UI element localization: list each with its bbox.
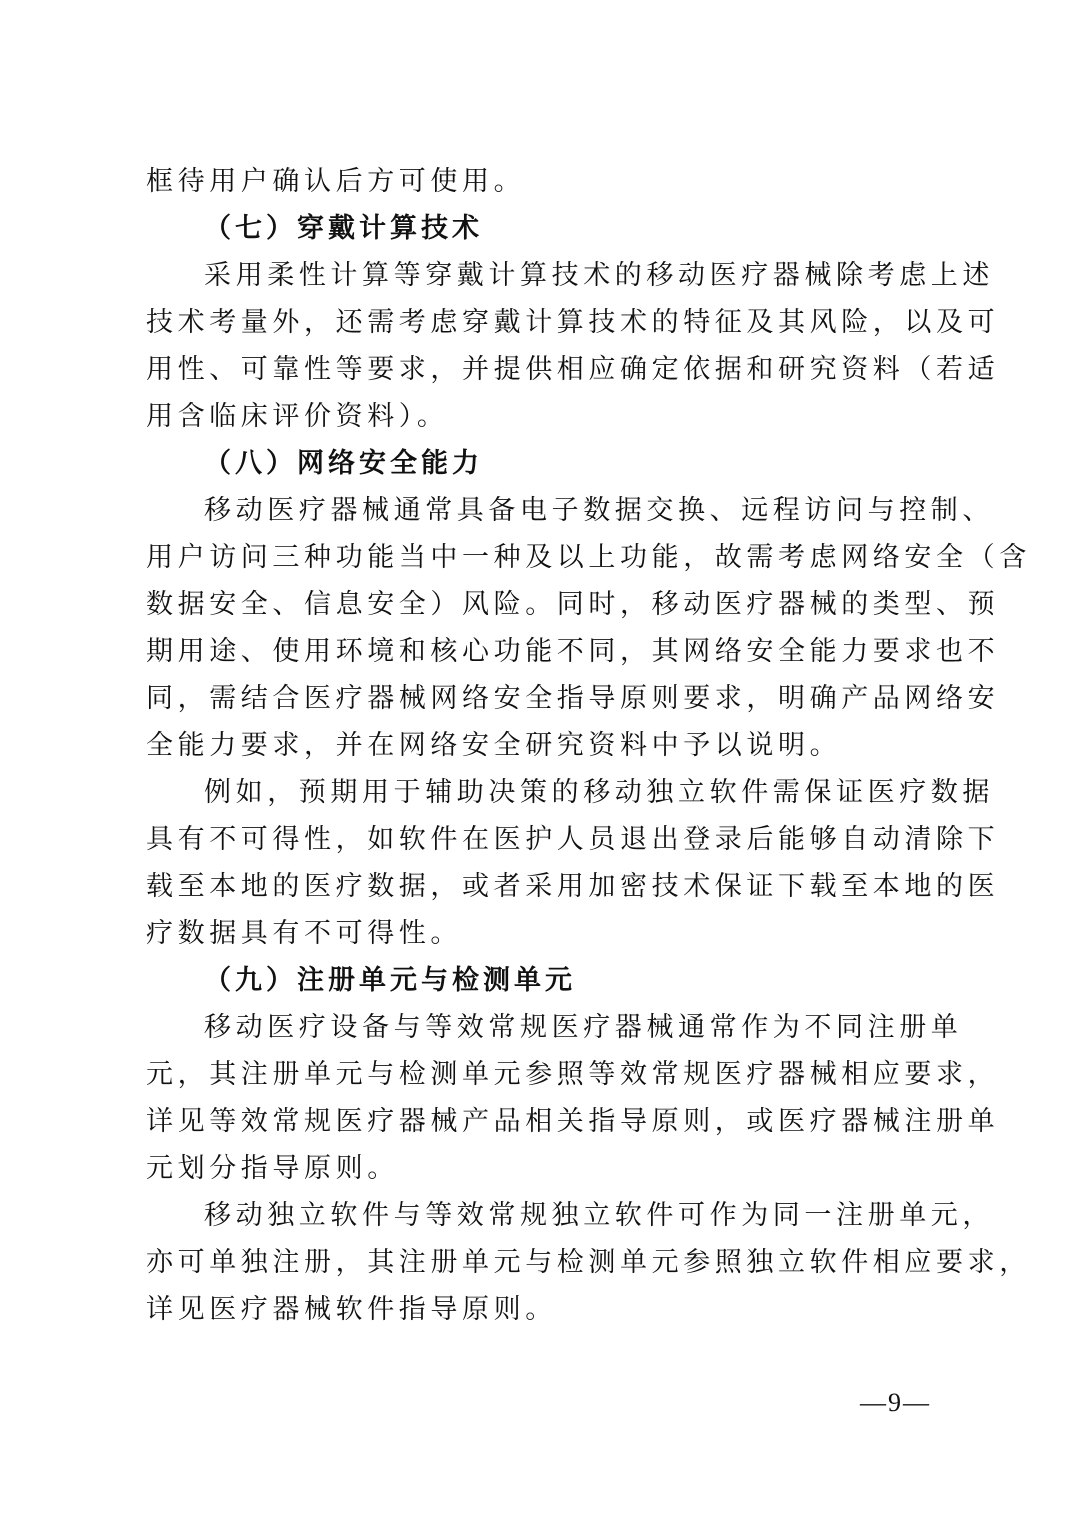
text-line: 用性、可靠性等要求，并提供相应确定依据和研究资料（若适: [146, 354, 1000, 385]
text-line: 元划分指导原则。: [146, 1153, 399, 1184]
text-line: 具有不可得性，如软件在医护人员退出登录后能够自动清除下: [146, 824, 1000, 855]
section-heading-seven: （七）穿戴计算技术: [204, 213, 483, 244]
text-line: 疗数据具有不可得性。: [146, 918, 462, 949]
text-line: 详见医疗器械软件指导原则。: [146, 1294, 557, 1325]
section-heading-nine: （九）注册单元与检测单元: [204, 965, 576, 996]
paragraph-first-line: 例如，预期用于辅助决策的移动独立软件需保证医疗数据: [204, 777, 994, 808]
text-line: 期用途、使用环境和核心功能不同，其网络安全能力要求也不: [146, 636, 1000, 667]
text-line: 框待用户确认后方可使用。: [146, 166, 526, 197]
text-line: 用含临床评价资料）。: [146, 401, 449, 432]
page-number: —9—: [860, 1388, 931, 1417]
section-heading-eight: （八）网络安全能力: [204, 448, 483, 479]
text-line: 详见等效常规医疗器械产品相关指导原则，或医疗器械注册单: [146, 1106, 1000, 1137]
paragraph-first-line: 采用柔性计算等穿戴计算技术的移动医疗器械除考虑上述: [204, 260, 994, 291]
paragraph-first-line: 移动医疗设备与等效常规医疗器械通常作为不同注册单: [204, 1012, 963, 1043]
text-line: 亦可单独注册，其注册单元与检测单元参照独立软件相应要求，: [146, 1247, 1031, 1278]
text-line: 技术考量外，还需考虑穿戴计算技术的特征及其风险，以及可: [146, 307, 1000, 338]
document-body: [146, 158, 1031, 1333]
text-line: 全能力要求，并在网络安全研究资料中予以说明。: [146, 730, 842, 761]
text-line: 数据安全、信息安全）风险。同时，移动医疗器械的类型、预: [146, 589, 1000, 620]
paragraph-first-line: 移动医疗器械通常具备电子数据交换、远程访问与控制、: [204, 495, 994, 526]
text-line: 载至本地的医疗数据，或者采用加密技术保证下载至本地的医: [146, 871, 1000, 902]
text-line: 用户访问三种功能当中一种及以上功能，故需考虑网络安全（含: [146, 542, 1031, 573]
text-line: 元，其注册单元与检测单元参照等效常规医疗器械相应要求，: [146, 1059, 1000, 1090]
paragraph-first-line: 移动独立软件与等效常规独立软件可作为同一注册单元，: [204, 1200, 994, 1231]
text-line: 同，需结合医疗器械网络安全指导原则要求，明确产品网络安: [146, 683, 1000, 714]
